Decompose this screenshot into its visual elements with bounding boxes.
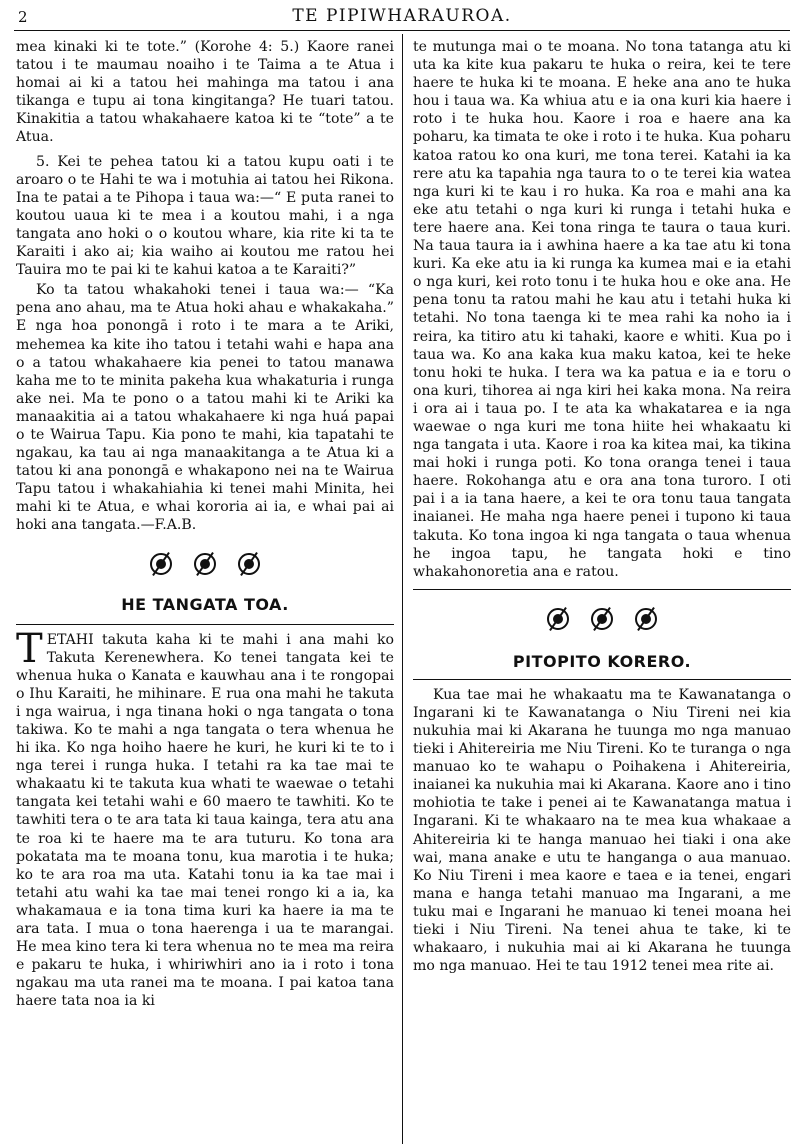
section-title: HE TANGATA TOA. [121, 594, 289, 614]
flower-ornament-icon [238, 553, 260, 575]
paragraph: te mutunga mai o te moana. No tona tatanga atu ki uta ka kite kua pakaru te huka o reira, kei te tere haere te huka ki te moana. E heke ana ano te huka hou i taua wa. Ka whiua atu e ia ona kuri kia haere i roto i te huka hou. Kaore i roa e haere ana ka poharu, ka timata te oke i roto i te huka. Kua poharu katoa ratou ko ona kuri, me tona terei. Katahi ia ka rere atu ka tapahia nga taura to o te terei kia watea nga kuri ki te kau i ro huka. Ka roa e mahi ana ka eke atu tetahi o nga kuri ki runga i tetahi huka e tere haere ana. Kei tona ringa te taura o taua kuri. Na taua taura ia i awhina haere a ka tae atu ki tona kuri. Ka eke atu ia ki runga ka kumea mai e ia etahi o nga kuri, kei roto tonu i te huka hou e oke ana. He pena tonu ta ratou mahi he kau atu i tetahi huka ki tetahi. No tona taenga ki te mea rahi ka noho ia i reira, ka titiro atu ki tahaki, kaore e whiti. Kua po i taua wa. Ko ana kaka kua maku katoa, kei te heke tonu hoki te huka. I tera wa ka patua e ia e toru o ona kuri, tihorea ai nga kiri hei kaka mona. Na reira i ora ai i taua po. I te ata ka whakatarea e ia nga waewae o nga kuri me tona hiite hei whakaatu ki nga tangata i uta. Kaore i roa ka kitea mai, ka tikina mai hoki i runga poti. Ko tona oranga tenei i taua haere. Rokohanga atu e ora ana tona turoro. I oti pai i a ia tana haere, a kei te ora tonu taua tangata inaianei. He maha nga haere penei i tupono ki taua takuta. Ko tona ingoa ki nga tangata o taua whenua he ingoa tapu, he tangata hoki e tino whakahonoretia ana e ratou. [413, 39, 791, 580]
flower-ornament-icon [635, 608, 657, 630]
running-head: TE PIPIWHARAUROA. [292, 6, 512, 26]
header-rule [14, 30, 790, 31]
paragraph: Ko ta tatou whakahoki tenei i taua wa:— “Ka pena ano ahau, ma te Atua hoki ahau e whakakaha.” E nga hoa ponongā i roto i te mara a te Ariki, mehemea ka kite iho tatou i tetahi wahi e hapa ana o a tatou whakahaere kia penei to tatou manawa kaha me to te minita pakeha kua whakaturia i runga ake nei. Ma te pono o a tatou mahi ki te Ariki ka manaakitia ai a tatou whakahaere ki nga huá papai o te Wairua Tapu. Kia pono te mahi, kia tapatahi te ngakau, ka tau ai nga manaakitanga a te Atua ki a tatou ki ana ponongā e whakapono nei na te Wairua Tapu tatou i whakahiahia ki tenei mahi Minita, hei mahi ki te Atua, e whai kororia ai ia, e whai pai ai hoki ana tangata.—F.A.B. [16, 282, 394, 534]
paragraph: 5. Kei te pehea tatou ki a tatou kupu oati i te aroaro o te Hahi te wa i motuhia ai tatou hei Rikona. Ina te patai a te Pihopa i taua wa:—“ E puta ranei to koutou uaua ki te mea i a koutou mahi, i a nga tangata ano hoki o o koutou whare, kia rite ki ta te Karaiti i ako ai; kia waiho ai koutou me ratou hei Tauira mo te pai ki te kahui katoa a te Karaiti?” [16, 153, 394, 279]
article-body [16, 625, 394, 1011]
flower-ornament-icon [150, 553, 172, 575]
right-column [413, 38, 791, 975]
flower-ornament-icon [547, 608, 569, 630]
paragraph: ETAHI takuta kaha ki te mahi i ana mahi ko Takuta Kerenewhera. Ko tenei tangata kei te whenua huka o Kanata e kauwhau ana i te rongopai o Ihu Karaiti, he mihinare. E rua ona mahi he takuta i nga wairua, i nga tinana hoki o nga tangata o tona takiwa. Ko te mahi a nga tangata o tera whenua he hi ika. Ko nga hoiho haere he kuri, he kuri ki te to i nga terei i runga huka. I tetahi ra ka tae mai te whakaatu ki te takuta kua whati te waewae o tetahi tangata kei tetahi wahi e 60 maero te tawhiti. Ko te tawhiti tera o te ara tata ki taua kainga, tera atu ana te roa ki te haere ma te ara tuturu. Ko tona ara pokatata ma te moana tonu, kua marotia i te huka; ko te ara roa ma uta. Katahi tonu ia ka tae mai i tetahi atu wahi ka tae mai tenei rongo ki a ia, ka whakamaua e ia tona tima kuri ka haere ia ma te ara tata. I mua o tona haerenga i ua te marangai. He mea kino tera ki tera whenua no te mea ma reira e pakaru te huka, i whiriwhiri ano ia i roto i tona ngakau ma uta ranei ma te moana. I pai katoa tana haere tata noa ia ki [16, 631, 394, 1010]
page-number: 2 [18, 8, 28, 26]
ornament-row [16, 553, 394, 575]
section-rule [413, 679, 791, 680]
column-rule [402, 34, 403, 1144]
flower-ornament-icon [194, 553, 216, 575]
section-rule [413, 589, 791, 590]
section-title: PITOPITO KORERO. [512, 651, 692, 671]
paragraph: mea kinaki ki te tote.” (Korohe 4: 5.) Kaore ranei tatou i te maumau noaiho i te Taima a te Atua i homai ai ki a tatou hei mahinga ma tatou i ana tikanga e tupu ai tona kingitanga? He tuari tatou. Kinakitia a tatou whakahaere katoa ki te “tote” a te Atua. [16, 39, 394, 146]
flower-ornament-icon [591, 608, 613, 630]
paragraph: Kua tae mai he whakaatu ma te Kawanatanga o Ingarani ki te Kawanatanga o Niu Tireni nei kia nukuhia mai ki Akarana he tuunga mo nga manuao tieki i Ahitereiria me Niu Tireni. Ko te turanga o nga manuao ko te wahapu o Poihakena i Ahitereiria, inaianei ka nukuhia mai ki Akarana. Kaore ano i tino mohiotia te take i penei ai te Kawanatanga matua i Ingarani. Ki te whakaaro na te mea kua whakaae a Ahitereiria ki te hanga manuao hei tiaki i ona ake wai, mana anake e utu te hanganga o aua manuao. Ko Niu Tireni i mea kaore e taea e ia tenei, engari mana e hanga tetahi manuao ma Ingarani, a me tuku mai e Ingarani he manuao ki tenei moana hei tieki i Niu Tireni. Na tenei ahua te take, ki te whakaaro, i nukuhia mai ai ki Akarana he tuunga mo nga manuao. Hei te tau 1912 tenei mea rite ai. [413, 686, 791, 975]
section-rule [16, 624, 394, 625]
drop-cap: T [16, 625, 43, 672]
ornament-row [413, 608, 791, 630]
left-column [16, 38, 394, 1011]
